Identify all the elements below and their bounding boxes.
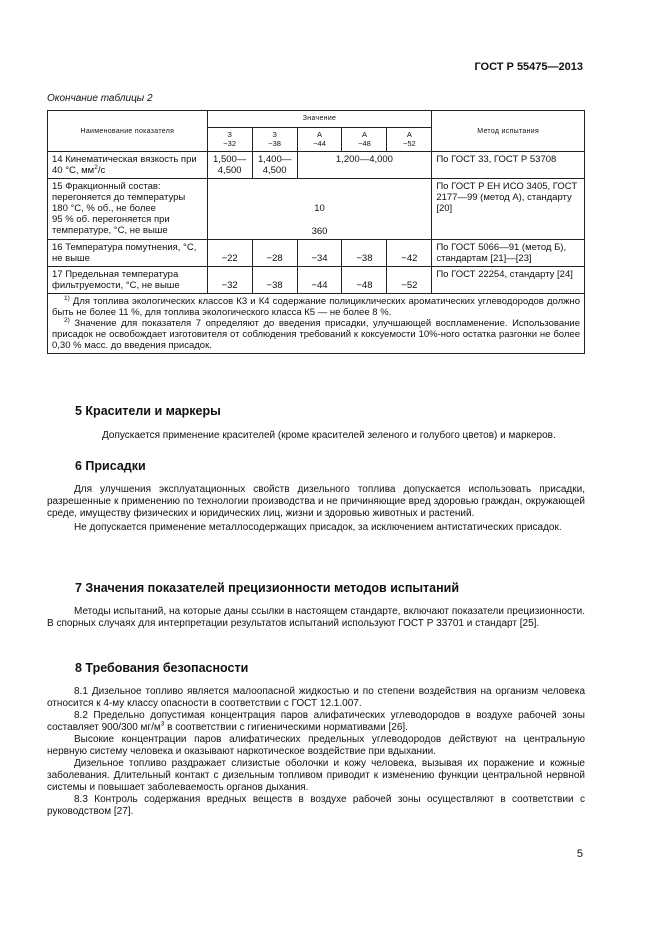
row-name: 17 Предельная температура фильтруемости, °С, не выше <box>48 267 208 294</box>
method-cell: По ГОСТ 22254, стандарту [24] <box>432 267 585 294</box>
footnote: $^{1)}$ Для топлива экологических классов К3 и К4 содержание полициклических ароматических углеводородов должно быть не более 11 %, для топлива экологического класса К5 — не более 8 %. <box>52 294 580 318</box>
page-number: 5 <box>576 848 583 860</box>
row-name: 15 Фракционный состав: перегоняется до температуры 180 °С, % об., не более 95 % об. перегоняется при температуре, °С, не выше <box>48 179 208 240</box>
table-cell: −52 <box>387 267 432 294</box>
table-caption: Окончание таблицы 2 <box>47 93 153 104</box>
table-cell: 10 360 <box>207 179 432 240</box>
table-cell: −44 <box>297 267 342 294</box>
section-title: 6 Присадки <box>75 459 146 473</box>
table-cell: 1,200—4,000 <box>297 152 432 179</box>
column-header-value: Значение <box>207 111 432 128</box>
row-name: 14 Кинематическая вязкость при 40 °С, $мм^2/с$ <box>48 152 208 179</box>
row-name: 16 Температура помутнения, °С, не выше <box>48 240 208 267</box>
class-header: А −52 <box>387 127 432 151</box>
class-header: З −32 <box>207 127 252 151</box>
section-title: 7 Значения показателей прецизионности методов испытаний <box>75 581 460 595</box>
table-row <box>48 152 585 179</box>
section-body: Допускается применение красителей (кроме красителей зеленого и голубого цветов) и маркеров. <box>102 430 556 441</box>
table-row <box>48 179 585 240</box>
method-cell: По ГОСТ 33, ГОСТ Р 53708 <box>432 152 585 179</box>
section-title: 8 Требования безопасности <box>75 661 249 675</box>
section-body: Методы испытаний, на которые даны ссылки в настоящем стандарте, включают показатели прецизионности. В спорных случаях для интерпретации результатов испытаний используют ГОСТ Р 33701 и стандарт [25]. <box>47 606 585 629</box>
section-title: 5 Красители и маркеры <box>75 404 221 418</box>
class-header: А −44 <box>297 127 342 151</box>
table-row <box>48 267 585 294</box>
table-cell: −22 <box>207 240 252 267</box>
table-cell: −38 <box>252 267 297 294</box>
footnote: $^{2)}$ Значение для показателя 7 определяют до введения присадки, улучшающей воспламенение. Использование присадок не освобождает изготовителя от соблюдения требований к коксуемости 10%-ного остатка разгонки не более 0,30 % масс. до введения присадок. <box>52 316 580 351</box>
table-cell: −42 <box>387 240 432 267</box>
table-cell: −38 <box>342 240 387 267</box>
table-notes <box>48 294 585 354</box>
column-header-name: Наименование показателя <box>48 111 208 152</box>
table-row <box>48 240 585 267</box>
table-cell: 1,400— 4,500 <box>252 152 297 179</box>
table-cell: −34 <box>297 240 342 267</box>
properties-table <box>47 110 585 354</box>
table-cell: −32 <box>207 267 252 294</box>
column-header-method: Метод испытания <box>432 111 585 152</box>
method-cell: По ГОСТ Р ЕН ИСО 3405, ГОСТ 2177—99 (метод А), стандарту [20] <box>432 179 585 240</box>
method-cell: По ГОСТ 5066—91 (метод Б), стандартам [21]—[23] <box>432 240 585 267</box>
table-cell: −48 <box>342 267 387 294</box>
document-id: ГОСТ Р 55475—2013 <box>474 61 583 73</box>
section-body: Для улучшения эксплуатационных свойств дизельного топлива допускается использовать присадки, разрешенные к применению по технологии производства и не причиняющие вред здоровью граждан, окружающей среде, имуществу физических и юридических лиц, жизни и здоровью животных и растений. Не допускается применение металлосодержащих присадок, за исключением антистатических присадок. <box>47 484 585 533</box>
table-cell: 1,500— 4,500 <box>207 152 252 179</box>
section-body: 8.1 Дизельное топливо является малоопасной жидкостью и по степени воздействия на организм человека относится к 4-му классу опасности в соответствии с ГОСТ 12.1.007. 8.2 Предельно допустимая концентрация паров алифатических углеводородов в воздухе рабочей зоны составляет 900/300 $мг/м^3$ в соответствии с гигиеническими нормативами [26]. Высокие концентрации паров алифатических предельных углеводородов действуют на центральную нервную систему человека и оказывают наркотическое воздействие при вдыхании. Дизельное топливо раздражает слизистые оболочки и кожу человека, вызывая их поражение и кожные заболевания. Длительный контакт с дизельным топливом приводит к изменению функции центральной нервной системы и повышает заболеваемость органов дыхания. 8.3 Контроль содержания вредных веществ в воздухе рабочей зоны осуществляют в соответствии с руководством [27]. <box>47 686 585 817</box>
table-cell: −28 <box>252 240 297 267</box>
class-header: З −38 <box>252 127 297 151</box>
class-header: А −48 <box>342 127 387 151</box>
